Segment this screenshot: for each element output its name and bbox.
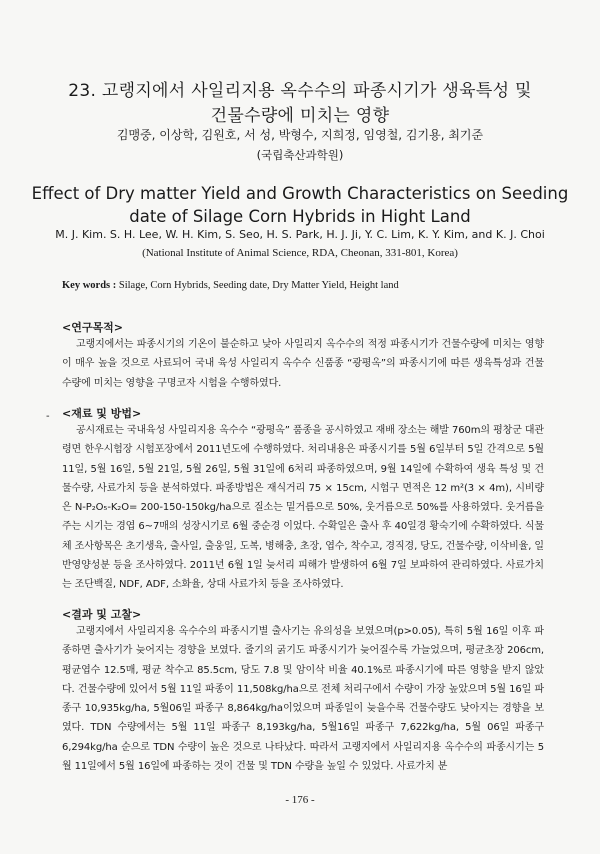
keywords-text: Silage, Corn Hybrids, Seeding date, Dry Matter Yield, Height land bbox=[118, 280, 399, 291]
section-purpose-body bbox=[62, 335, 544, 393]
section-methods-body bbox=[62, 421, 544, 595]
section-results-paragraph: 고랭지에서 사일리지용 옥수수의 파종시기별 출사기는 유의성을 보였으며(p>0.05), 특히 5월 16일 이후 파종하면 출사기가 늦어지는 경향을 보였다. 줄기의 굵기도 파종시기가 늦어질수록 가늘었으며, 평균초장 206cm, 평균엽수 12.5매, 평균 착수고 85.5cm, 당도 7.8 및 암이삭 비율 40.1%로 파종시기에 따른 영향을 받지 않았다. 건물수량에 있어서 5월 11일 파종이 11,508kg/ha으로 전체 처리구에서 수량이 가장 높았으며 5월 16일 파종구 10,935kg/ha, 5월06일 파종구 8,864kg/ha이었으며 파종일이 늦을수록 건물수량도 낮아지는 경향을 보였다. TDN 수량에서는 5월 11일 파종구 8,193kg/ha, 5월16일 파종구 7,622kg/ha, 5월 06일 파종구 6,294kg/ha 순으로 TDN 수량이 높은 것으로 나타났다. 따라서 고랭지에서 사일리지용 옥수수의 파종시기는 5월 11일에서 5월 16일에 파종하는 것이 건물 및 TDN 수량을 높일 수 있었다. 사료가치 분 bbox=[62, 626, 544, 773]
keywords bbox=[62, 280, 399, 291]
title-english-line-1: Effect of Dry matter Yield and Growth Characteristics on Seeding bbox=[31, 184, 569, 203]
authors-korean: 김맹중, 이상학, 김원호, 서 성, 박형수, 지희정, 임영철, 김기용, 최기준 bbox=[116, 128, 484, 142]
section-methods-paragraph: 공시재료는 국내육성 사일리지용 옥수수 “광평옥” 품종을 공시하였고 재배 장소는 해발 760m의 평창군 대관령면 한우시험장 시험포장에서 2011년도에 수행하였다. 처리내용은 파종시기를 5월 6일부터 5일 간격으로 5월 11일, 5월 16일, 5월 21일, 5월 26일, 5월 31일에 6처리 파종하였으며, 9월 14일에 수확하여 생육 특성 및 건물수량, 사료가치 등을 분석하였다. 파종방법은 재식거리 75 × 15cm, 시험구 면적은 12 m²(3 × 4m), 시비량은 N-P₂O₅-K₂O= 200-150-150kg/ha으로 질소는 밑거름으로 50%, 웃거름으로 50%를 사용하였다. 웃거름을 주는 시기는 경엽 6~7매의 성장시기로 6월 중순경 이었다. 수확일은 출사 후 40일경 황숙기에 수확하였다. 식물체 조사항목은 초기생육, 출사일, 출웅일, 도복, 병해충, 초장, 엽수, 착수고, 경직경, 당도, 건물수량, 이삭비율, 일반영양성분 등을 조사하였다. 2011년 6월 1일 늦서리 피해가 발생하여 6월 7일 보파하여 관리하였다. 사료가치는 조단백질, NDF, ADF, 소화율, 상대 사료가치 등을 조사하였다. bbox=[62, 425, 544, 591]
authors-english: M. J. Kim. S. H. Lee, W. H. Kim, S. Seo, H. S. Park, H. J. Ji, Y. C. Lim, K. Y. Kim, and K. J. Choi bbox=[55, 228, 545, 241]
section-results-body bbox=[62, 622, 544, 776]
affiliation-english: (National Institute of Animal Science, RDA, Cheonan, 331-801, Korea) bbox=[142, 247, 458, 259]
affiliation-korean: (국립축산과학원) bbox=[256, 148, 344, 162]
section-heading-methods: <재료 및 방법> bbox=[62, 407, 142, 420]
title-korean-line-2: 건물수량에 미치는 영향 bbox=[210, 106, 390, 126]
title-korean-line-1: 23. 고랭지에서 사일리지용 옥수수의 파종시기가 생육특성 및 bbox=[68, 81, 532, 101]
section-purpose-paragraph: 고랭지에서는 파종시기의 기온이 불순하고 낮아 사일리지 옥수수의 적정 파종시기가 건물수량에 미치는 영향이 매우 높을 것으로 사료되어 국내 육성 사일리지 옥수수 신품종 “광평옥”의 파종시기에 따른 생육특성과 건물수량에 미치는 영향을 구명코자 시험을 수행하였다. bbox=[62, 339, 544, 389]
keywords-label: Key words : bbox=[62, 280, 117, 291]
section-heading-purpose: <연구목적> bbox=[62, 321, 123, 334]
margin-mark: - bbox=[46, 411, 50, 422]
title-english-line-2: date of Silage Corn Hybrids in Hight Land bbox=[129, 207, 471, 226]
page-number: - 176 - bbox=[285, 794, 315, 806]
section-heading-results: <결과 및 고찰> bbox=[62, 608, 142, 621]
